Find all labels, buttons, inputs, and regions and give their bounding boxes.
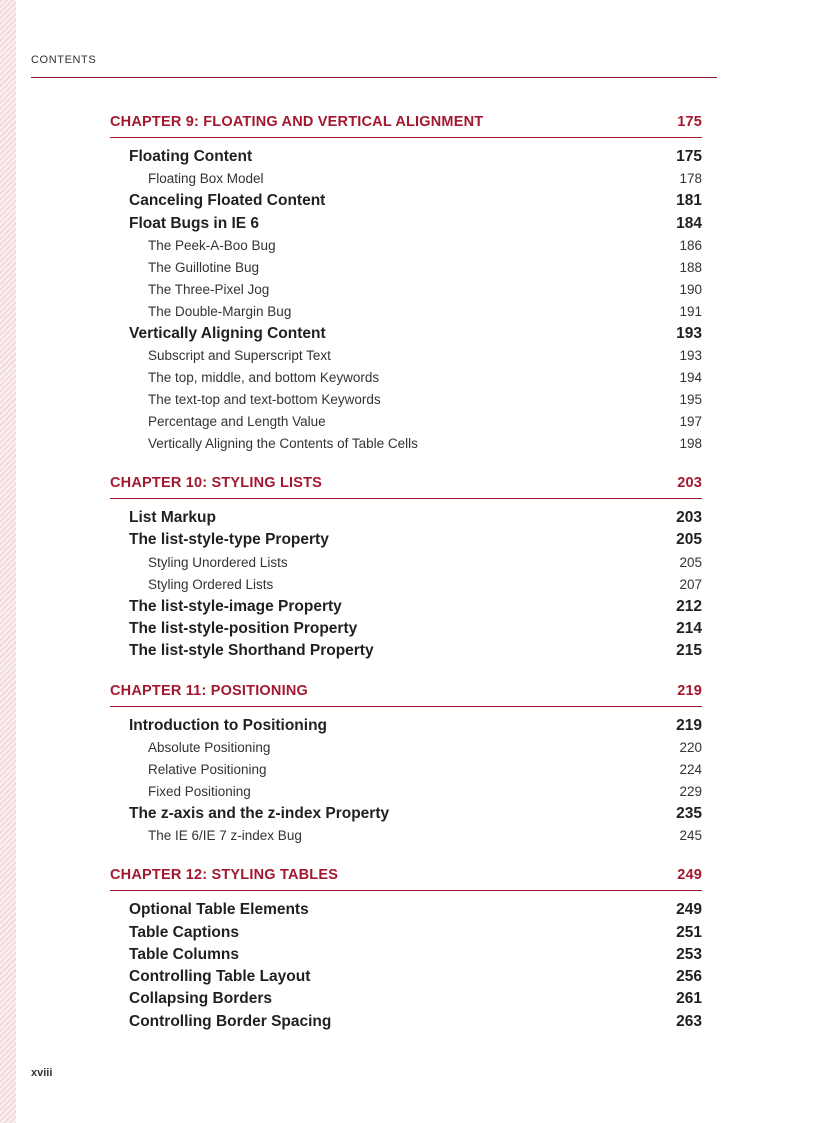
entry-page-number: 181 [676, 192, 702, 210]
toc-subsection-entry[interactable] [110, 759, 702, 781]
toc-subsection-entry[interactable] [110, 411, 702, 433]
toc-section-entry[interactable] [110, 988, 702, 1010]
toc-subsection-entry[interactable] [110, 257, 702, 279]
entry-page-number: 245 [679, 828, 702, 844]
entry-page-number: 256 [676, 968, 702, 986]
entry-page-number: 194 [679, 370, 702, 386]
entry-title: The Three-Pixel Jog [148, 281, 270, 297]
toc-section-entry[interactable] [110, 640, 702, 662]
entry-page-number: 207 [679, 576, 702, 592]
toc-subsection-entry[interactable] [110, 168, 702, 190]
entry-title: Fixed Positioning [148, 783, 251, 799]
toc-subsection-entry[interactable] [110, 552, 702, 574]
toc-section-entry[interactable] [110, 596, 702, 618]
entry-title: Table Captions [129, 923, 239, 941]
running-head: CONTENTS [31, 54, 97, 66]
entry-page-number: 197 [679, 414, 702, 430]
chapter-page-number: 249 [677, 867, 702, 884]
entry-title: The Peek-A-Boo Bug [148, 237, 276, 253]
entry-title: Table Columns [129, 945, 239, 963]
entry-title: The list-style-image Property [129, 597, 342, 615]
entry-title: The list-style Shorthand Property [129, 642, 374, 660]
table-of-contents [110, 111, 702, 1050]
entry-page-number: 229 [679, 783, 702, 799]
entry-title: Vertically Aligning the Contents of Table Cells [148, 436, 418, 452]
header-rule [31, 77, 717, 78]
toc-section-entry[interactable] [110, 507, 702, 529]
entry-page-number: 253 [676, 945, 702, 963]
entry-page-number: 249 [676, 901, 702, 919]
toc-subsection-entry[interactable] [110, 574, 702, 596]
toc-subsection-entry[interactable] [110, 737, 702, 759]
entry-page-number: 212 [676, 597, 702, 615]
entry-page-number: 191 [679, 303, 702, 319]
chapter-section [110, 472, 702, 662]
entry-page-number: 178 [679, 171, 702, 187]
entry-title: Controlling Table Layout [129, 968, 311, 986]
entry-page-number: 188 [679, 259, 702, 275]
entry-title: Controlling Border Spacing [129, 1012, 332, 1030]
entry-page-number: 198 [679, 436, 702, 452]
entry-title: Subscript and Superscript Text [148, 348, 331, 364]
page-number: xviii [31, 1067, 53, 1079]
entry-page-number: 203 [676, 509, 702, 527]
toc-subsection-entry[interactable] [110, 389, 702, 411]
chapter-section [110, 680, 702, 848]
chapter-section [110, 864, 702, 1033]
entry-title: The list-style-position Property [129, 620, 358, 638]
entry-page-number: 205 [679, 554, 702, 570]
toc-subsection-entry[interactable] [110, 367, 702, 389]
toc-subsection-entry[interactable] [110, 345, 702, 367]
toc-section-entry[interactable] [110, 966, 702, 988]
entry-title: Vertically Aligning Content [129, 324, 326, 342]
chapter-page-number: 175 [677, 114, 702, 130]
toc-subsection-entry[interactable] [110, 279, 702, 301]
chapter-heading[interactable] [110, 111, 702, 138]
entry-page-number: 220 [679, 739, 702, 755]
chapter-heading[interactable] [110, 680, 702, 707]
entry-title: Styling Unordered Lists [148, 554, 288, 570]
chapter-page-number: 219 [677, 682, 702, 699]
toc-subsection-entry[interactable] [110, 433, 702, 455]
toc-subsection-entry[interactable] [110, 235, 702, 257]
entry-title: The z-axis and the z-index Property [129, 804, 390, 822]
entry-page-number: 224 [679, 761, 702, 777]
entry-title: The Guillotine Bug [148, 259, 260, 275]
entry-title: The top, middle, and bottom Keywords [148, 370, 380, 386]
toc-section-entry[interactable] [110, 323, 702, 345]
chapter-heading[interactable] [110, 864, 702, 891]
entry-page-number: 215 [676, 642, 702, 660]
entry-title: Optional Table Elements [129, 901, 309, 919]
entry-page-number: 193 [679, 348, 702, 364]
entry-page-number: 190 [679, 281, 702, 297]
entry-title: Relative Positioning [148, 761, 267, 777]
entry-page-number: 219 [676, 716, 702, 734]
chapter-section [110, 111, 702, 455]
toc-section-entry[interactable] [110, 715, 702, 737]
entry-title: The list-style-type Property [129, 531, 329, 549]
entry-page-number: 261 [676, 990, 702, 1008]
chapter-title: CHAPTER 12: STYLING TABLES [110, 867, 339, 884]
entry-title: Floating Content [129, 148, 253, 165]
toc-subsection-entry[interactable] [110, 301, 702, 323]
entry-title: Collapsing Borders [129, 990, 272, 1008]
toc-section-entry[interactable] [110, 618, 702, 640]
toc-section-entry[interactable] [110, 944, 702, 966]
entry-title: Absolute Positioning [148, 739, 271, 755]
entry-title: Floating Box Model [148, 171, 264, 187]
toc-subsection-entry[interactable] [110, 781, 702, 803]
entry-page-number: 193 [676, 324, 702, 342]
entry-title: Canceling Floated Content [129, 192, 326, 210]
toc-section-entry[interactable] [110, 146, 702, 168]
entry-title: The text-top and text-bottom Keywords [148, 392, 381, 408]
toc-section-entry[interactable] [110, 213, 702, 235]
chapter-page-number: 203 [677, 475, 702, 492]
entry-page-number: 214 [676, 620, 702, 638]
entry-title: List Markup [129, 509, 216, 527]
entry-page-number: 205 [676, 531, 702, 549]
entry-page-number: 235 [676, 804, 702, 822]
entry-title: Float Bugs in IE 6 [129, 214, 260, 232]
entry-page-number: 195 [679, 392, 702, 408]
entry-page-number: 263 [676, 1012, 702, 1030]
entry-page-number: 175 [676, 148, 702, 165]
toc-subsection-entry[interactable] [110, 825, 702, 847]
entry-title: The Double-Margin Bug [148, 303, 292, 319]
toc-section-entry[interactable] [110, 190, 702, 212]
entry-title: Percentage and Length Value [148, 414, 326, 430]
entry-page-number: 186 [679, 237, 702, 253]
chapter-title: CHAPTER 9: FLOATING AND VERTICAL ALIGNMENT [110, 114, 484, 130]
entry-page-number: 251 [676, 923, 702, 941]
page-edge-strip [0, 0, 16, 1123]
chapter-heading[interactable] [110, 472, 702, 499]
toc-section-entry[interactable] [110, 803, 702, 825]
chapter-title: CHAPTER 11: POSITIONING [110, 682, 308, 699]
toc-section-entry[interactable] [110, 922, 702, 944]
toc-section-entry[interactable] [110, 899, 702, 921]
entry-title: Styling Ordered Lists [148, 576, 274, 592]
chapter-title: CHAPTER 10: STYLING LISTS [110, 475, 323, 492]
entry-page-number: 184 [676, 214, 702, 232]
toc-section-entry[interactable] [110, 1011, 702, 1033]
entry-title: The IE 6/IE 7 z-index Bug [148, 828, 302, 844]
entry-title: Introduction to Positioning [129, 716, 328, 734]
toc-section-entry[interactable] [110, 529, 702, 551]
